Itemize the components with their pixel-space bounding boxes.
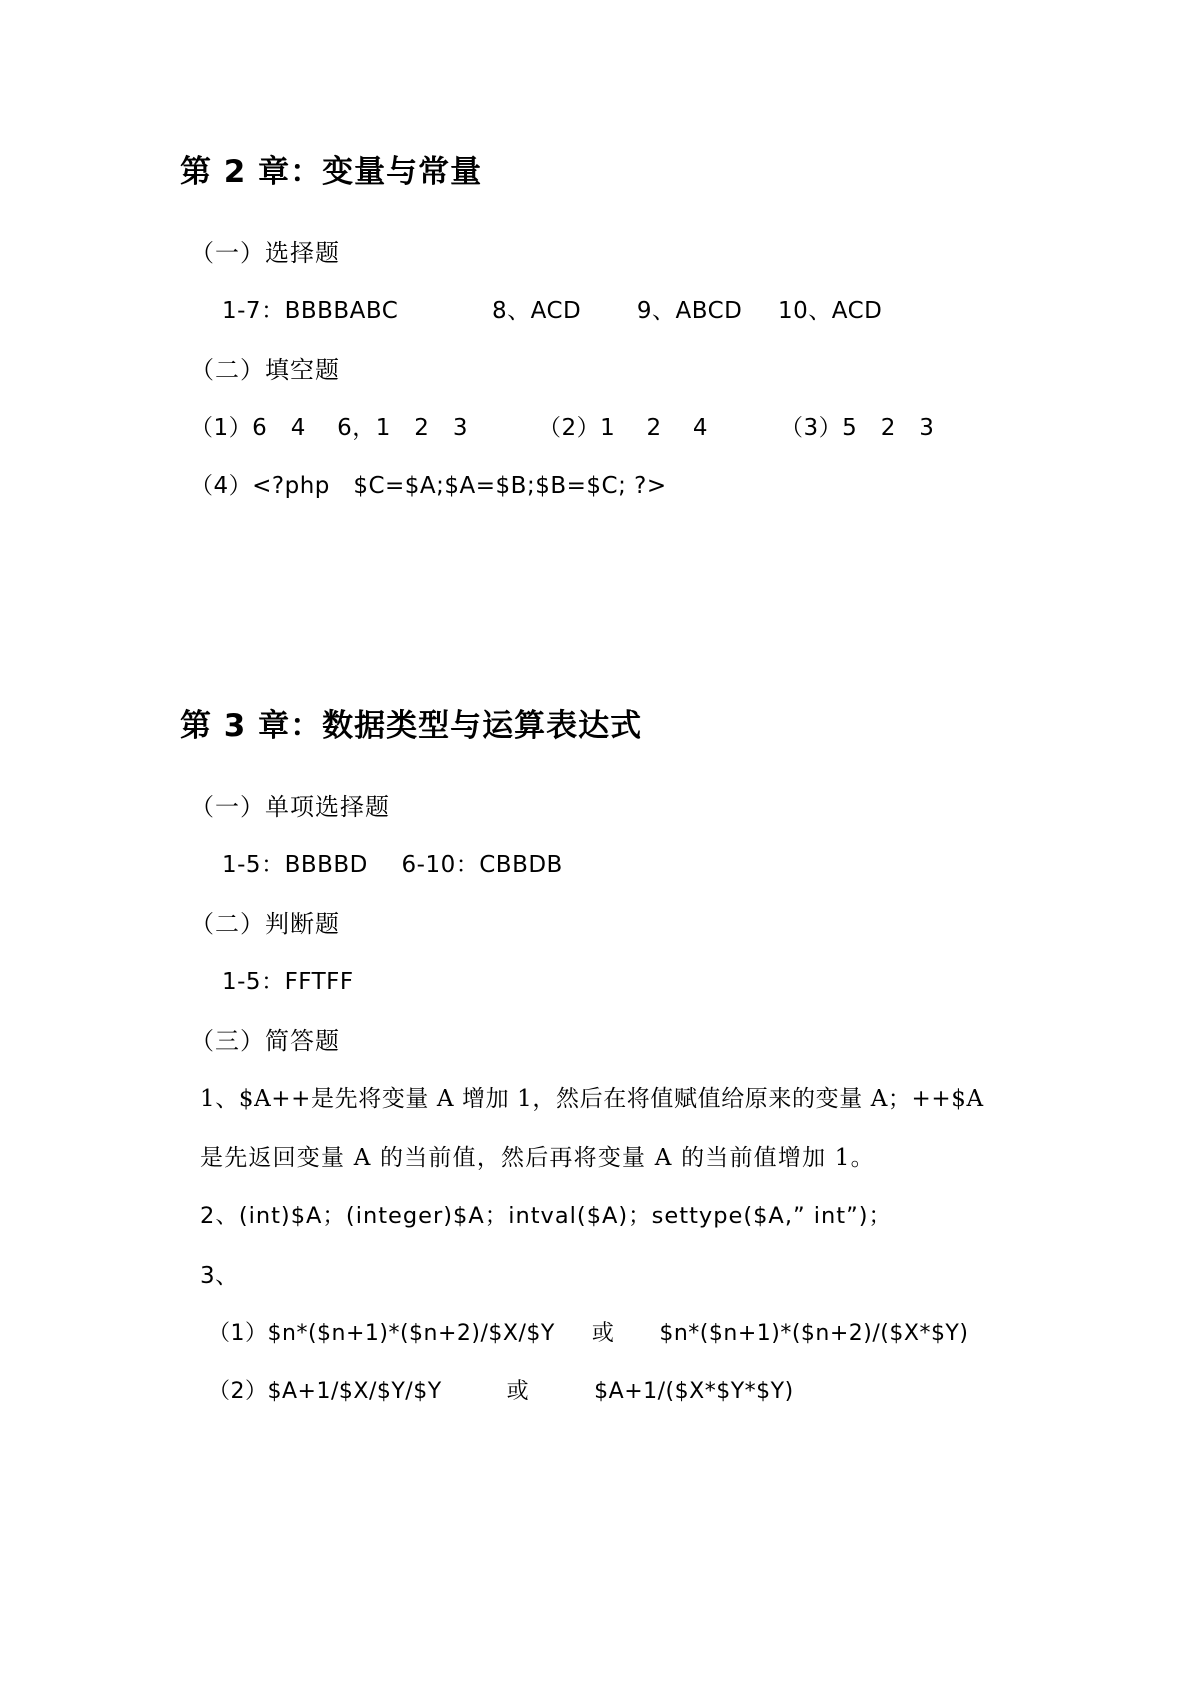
ch2-answer-10: 10、ACD [777,298,883,324]
ch3-q3-1-expr-a: （1）$n*($n+1)*($n+2)/$X/$Y [208,1321,555,1346]
ch2-fill-3: （3）5 2 3 [780,415,935,441]
ch3-q3-2-or: 或 [506,1379,530,1404]
ch3-q3-2-expr-a: （2）$A+1/$X/$Y/$Y [208,1379,442,1404]
ch3-short-answer-heading: （三）简答题 [190,1027,340,1055]
ch3-q3-1-expr-b: $n*($n+1)*($n+2)/($X*$Y) [659,1321,969,1346]
ch2-choice-answers [222,292,882,325]
ch3-answer-6-10: 6-10：CBBDB [401,852,563,878]
chapter-3-title: 第 3 章：数据类型与运算表达式 [180,708,643,744]
ch2-fill-2: （2）1 2 4 [537,415,709,441]
ch3-single-choice-heading: （一）单项选择题 [190,793,390,821]
ch2-fill-1: （1）6 4 6，1 2 3 [190,415,468,441]
ch3-q2: 2、(int)$A；(integer)$A；intval($A)；settype($A,” int”)； [200,1203,893,1229]
ch3-q3: 3、 [200,1263,239,1289]
chapter-2-title: 第 2 章：变量与常量 [180,154,483,190]
ch2-answer-1-7: 1-7：BBBBABC [222,298,399,324]
ch2-answer-9: 9、ABCD [636,298,743,324]
ch3-q1-line2: 是先返回变量 A 的当前值，然后再将变量 A 的当前值增加 1。 [200,1145,875,1171]
ch3-q3-1-or: 或 [591,1321,615,1346]
ch2-choice-heading: （一）选择题 [190,239,340,267]
ch2-fill-heading: （二）填空题 [190,356,340,384]
ch3-q3-2-expr-b: $A+1/($X*$Y*$Y) [594,1379,794,1404]
ch3-q3-part2 [208,1374,794,1405]
ch3-q1-line1: 1、$A++是先将变量 A 增加 1，然后在将值赋值给原来的变量 A；++$A [200,1086,984,1112]
ch3-answer-1-5: 1-5：BBBBD [222,852,368,878]
ch2-fill-answers-row [190,409,934,442]
ch3-judge-heading: （二）判断题 [190,910,340,938]
ch2-answer-8: 8、ACD [491,298,582,324]
ch3-q3-part1 [208,1316,968,1347]
ch3-single-choice-answers [222,846,563,879]
ch3-judge-answers: 1-5：FFTFF [222,969,354,995]
ch2-fill-4: （4）<?php $C=$A;$A=$B;$B=$C; ?> [190,473,667,499]
